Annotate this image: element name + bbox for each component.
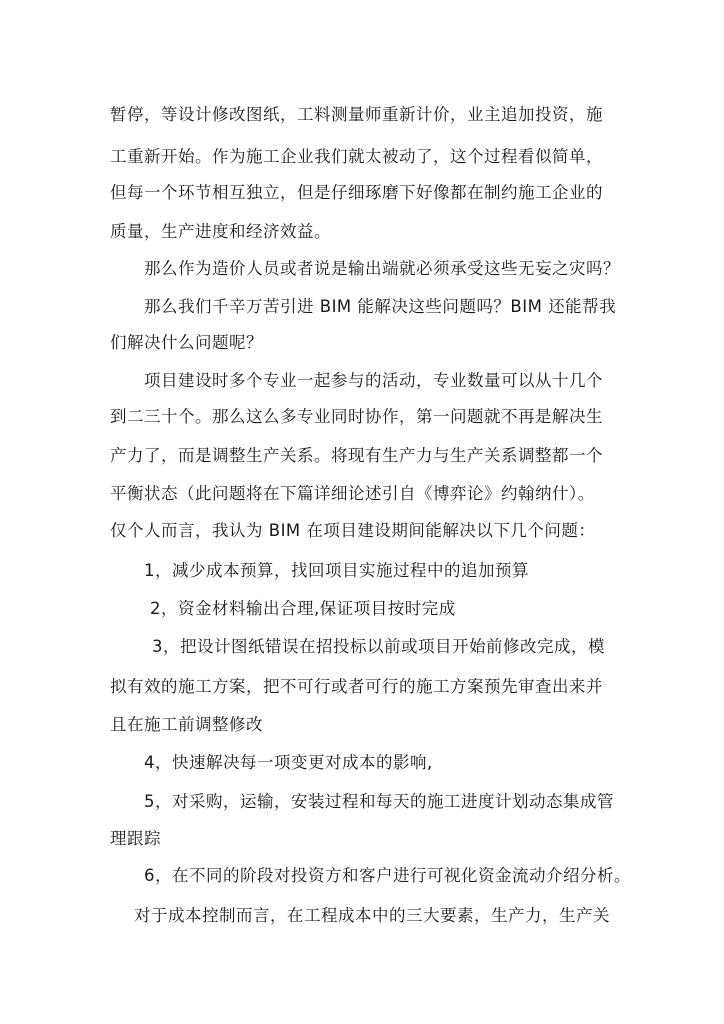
text-line: 暂停，等设计修改图纸，工料测量师重新计价，业主追加投资，施 [110, 105, 603, 124]
text-line: 项目建设时多个专业一起参与的活动，专业数量可以从十几个 [144, 371, 603, 390]
text-line: 仅个人而言，我认为 BIM 在项目建设期间能解决以下几个问题： [110, 521, 596, 540]
text-line: 产力了，而是调整生产关系。将现有生产力与生产关系调整都一个 [110, 446, 603, 465]
text-line: 拟有效的施工方案，把不可行或者可行的施工方案预先审查出来并 [110, 677, 603, 696]
text-line: 平衡状态（此问题将在下篇详细论述引自《博弈论》约翰纳什）。 [110, 484, 595, 503]
text-line: 工重新开始。作为施工企业我们就太被动了，这个过程看似简单， [110, 147, 603, 166]
list-item: 4，快速解决每一项变更对成本的影响, [144, 753, 433, 772]
text-line: 但每一个环节相互独立，但是仔细琢磨下好像都在制约施工企业的 [110, 183, 603, 202]
text-line: 们解决什么问题呢？ [110, 333, 263, 352]
text-line: 质量，生产进度和经济效益。 [110, 222, 331, 241]
list-item: 6，在不同的阶段对投资方和客户进行可视化资金流动介绍分析。 [144, 866, 631, 885]
list-item: 2，资金材料输出合理,保证项目按时完成 [150, 599, 456, 618]
text-line: 那么我们千辛万苦引进 BIM 能解决这些问题吗？BIM 还能帮我 [144, 297, 617, 316]
text-line: 且在施工前调整修改 [110, 715, 263, 734]
list-item: 3，把设计图纸错误在招投标以前或项目开始前修改完成，模 [152, 637, 605, 656]
text-line: 到二三十个。那么这么多专业同时协作，第一问题就不再是解决生 [110, 407, 603, 426]
list-item: 1，减少成本预算，找回项目实施过程中的追加预算 [144, 561, 529, 580]
text-line: 那么作为造价人员或者说是输出端就必须承受这些无妄之灾吗？ [144, 259, 620, 278]
list-item: 5，对采购，运输，安装过程和每天的施工进度计划动态集成管 [144, 792, 614, 811]
text-line: 对于成本控制而言，在工程成本中的三大要素，生产力，生产关 [134, 906, 610, 925]
text-line: 理跟踪 [110, 829, 161, 848]
